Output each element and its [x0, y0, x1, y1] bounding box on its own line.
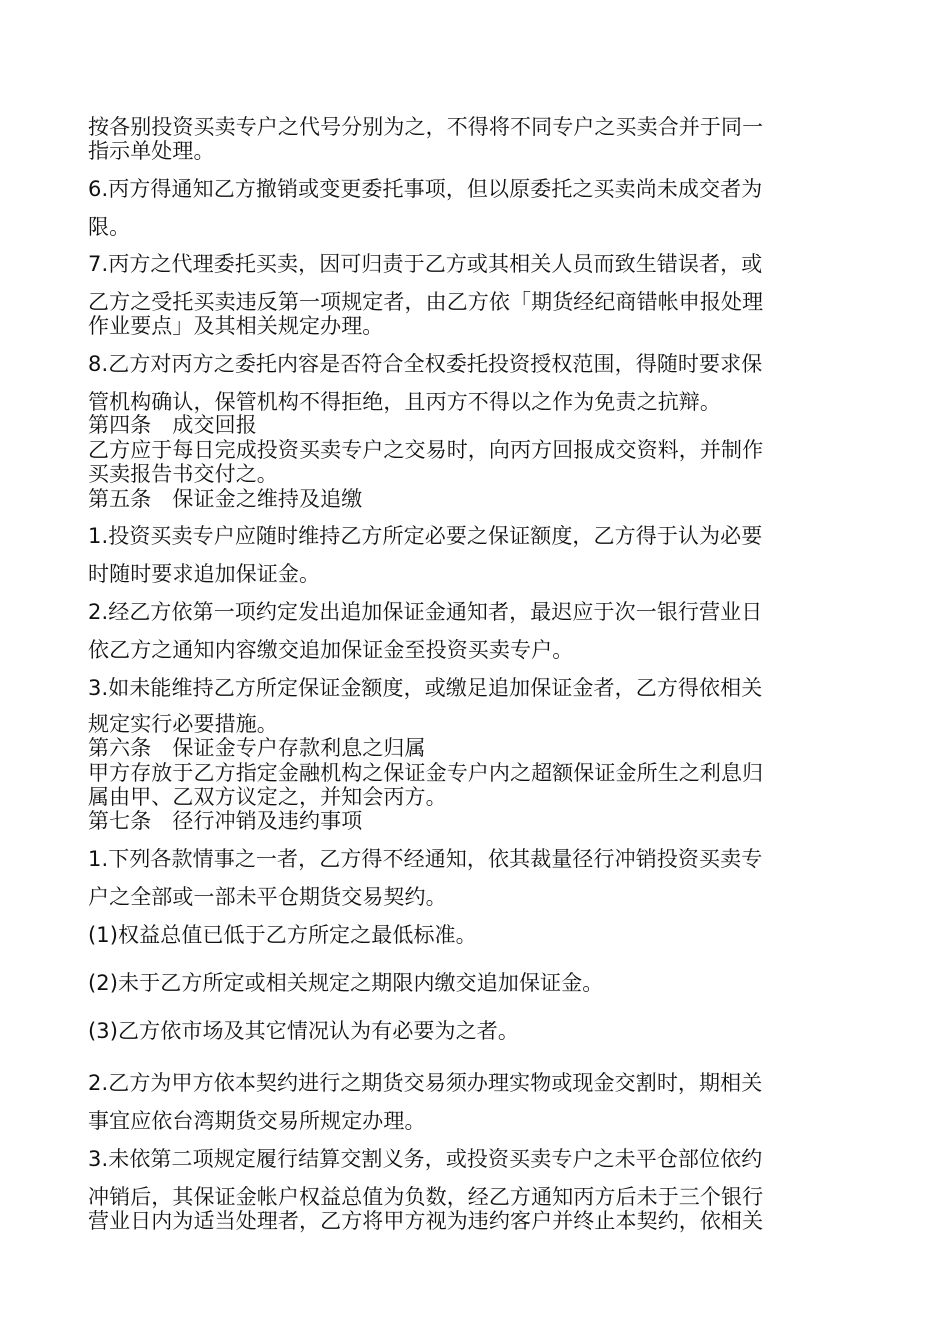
text-line: 时随时要求追加保证金。	[88, 562, 321, 586]
text-line: 营业日内为适当处理者，乙方将甲方视为违约客户并终止本契约，依相关	[88, 1209, 764, 1233]
text-line: 指示单处理。	[88, 139, 215, 163]
text-line: 8.乙方对丙方之委托内容是否符合全权委托投资授权范围，得随时要求保	[88, 352, 763, 376]
text-line: 规定实行必要措施。	[88, 712, 278, 736]
text-line: 甲方存放于乙方指定金融机构之保证金专户内之超额保证金所生之利息归	[88, 761, 764, 785]
section-heading: 第五条 保证金之维持及追缴	[88, 487, 363, 511]
text-line: 乙方应于每日完成投资买卖专户之交易时，向丙方回报成交资料，并制作	[88, 438, 764, 462]
list-item: (3)乙方依市场及其它情况认为有必要为之者。	[88, 1019, 519, 1043]
text-line: 乙方之受托买卖违反第一项规定者，由乙方依「期货经纪商错帐申报处理	[88, 290, 764, 314]
text-line: 1.下列各款情事之一者，乙方得不经通知，依其裁量径行冲销投资买卖专	[88, 847, 763, 871]
text-line: 3.如未能维持乙方所定保证金额度，或缴足追加保证金者，乙方得依相关	[88, 676, 763, 700]
text-line: 2.乙方为甲方依本契约进行之期货交易须办理实物或现金交割时，期相关	[88, 1071, 763, 1095]
list-item: (1)权益总值已低于乙方所定之最低标准。	[88, 923, 477, 947]
text-line: 依乙方之通知内容缴交追加保证金至投资买卖专户。	[88, 638, 574, 662]
text-line: 6.丙方得通知乙方撤销或变更委托事项，但以原委托之买卖尚未成交者为	[88, 177, 763, 201]
text-line: 属由甲、乙双方议定之，并知会丙方。	[88, 785, 447, 809]
section-heading: 第四条 成交回报	[88, 413, 257, 437]
text-line: 事宜应依台湾期货交易所规定办理。	[88, 1109, 426, 1133]
text-line: 户之全部或一部未平仓期货交易契约。	[88, 885, 447, 909]
text-line: 3.未依第二项规定履行结算交割义务，或投资买卖专户之未平仓部位依约	[88, 1147, 763, 1171]
text-line: 按各别投资买卖专户之代号分别为之，不得将不同专户之买卖合并于同一	[88, 115, 764, 139]
section-heading: 第七条 径行冲销及违约事项	[88, 809, 363, 833]
text-line: 限。	[88, 215, 131, 239]
text-line: 买卖报告书交付之。	[88, 462, 278, 486]
text-line: 1.投资买卖专户应随时维持乙方所定必要之保证额度，乙方得于认为必要	[88, 524, 763, 548]
text-line: 管机构确认，保管机构不得拒绝，且丙方不得以之作为免责之抗辩。	[88, 390, 721, 414]
text-line: 2.经乙方依第一项约定发出追加保证金通知者，最迟应于次一银行营业日	[88, 600, 763, 624]
section-heading: 第六条 保证金专户存款利息之归属	[88, 736, 426, 760]
text-line: 冲销后，其保证金帐户权益总值为负数，经乙方通知丙方后未于三个银行	[88, 1185, 764, 1209]
text-line: 7.丙方之代理委托买卖，因可归责于乙方或其相关人员而致生错误者，或	[88, 252, 763, 276]
text-line: 作业要点」及其相关规定办理。	[88, 314, 384, 338]
list-item: (2)未于乙方所定或相关规定之期限内缴交追加保证金。	[88, 971, 604, 995]
